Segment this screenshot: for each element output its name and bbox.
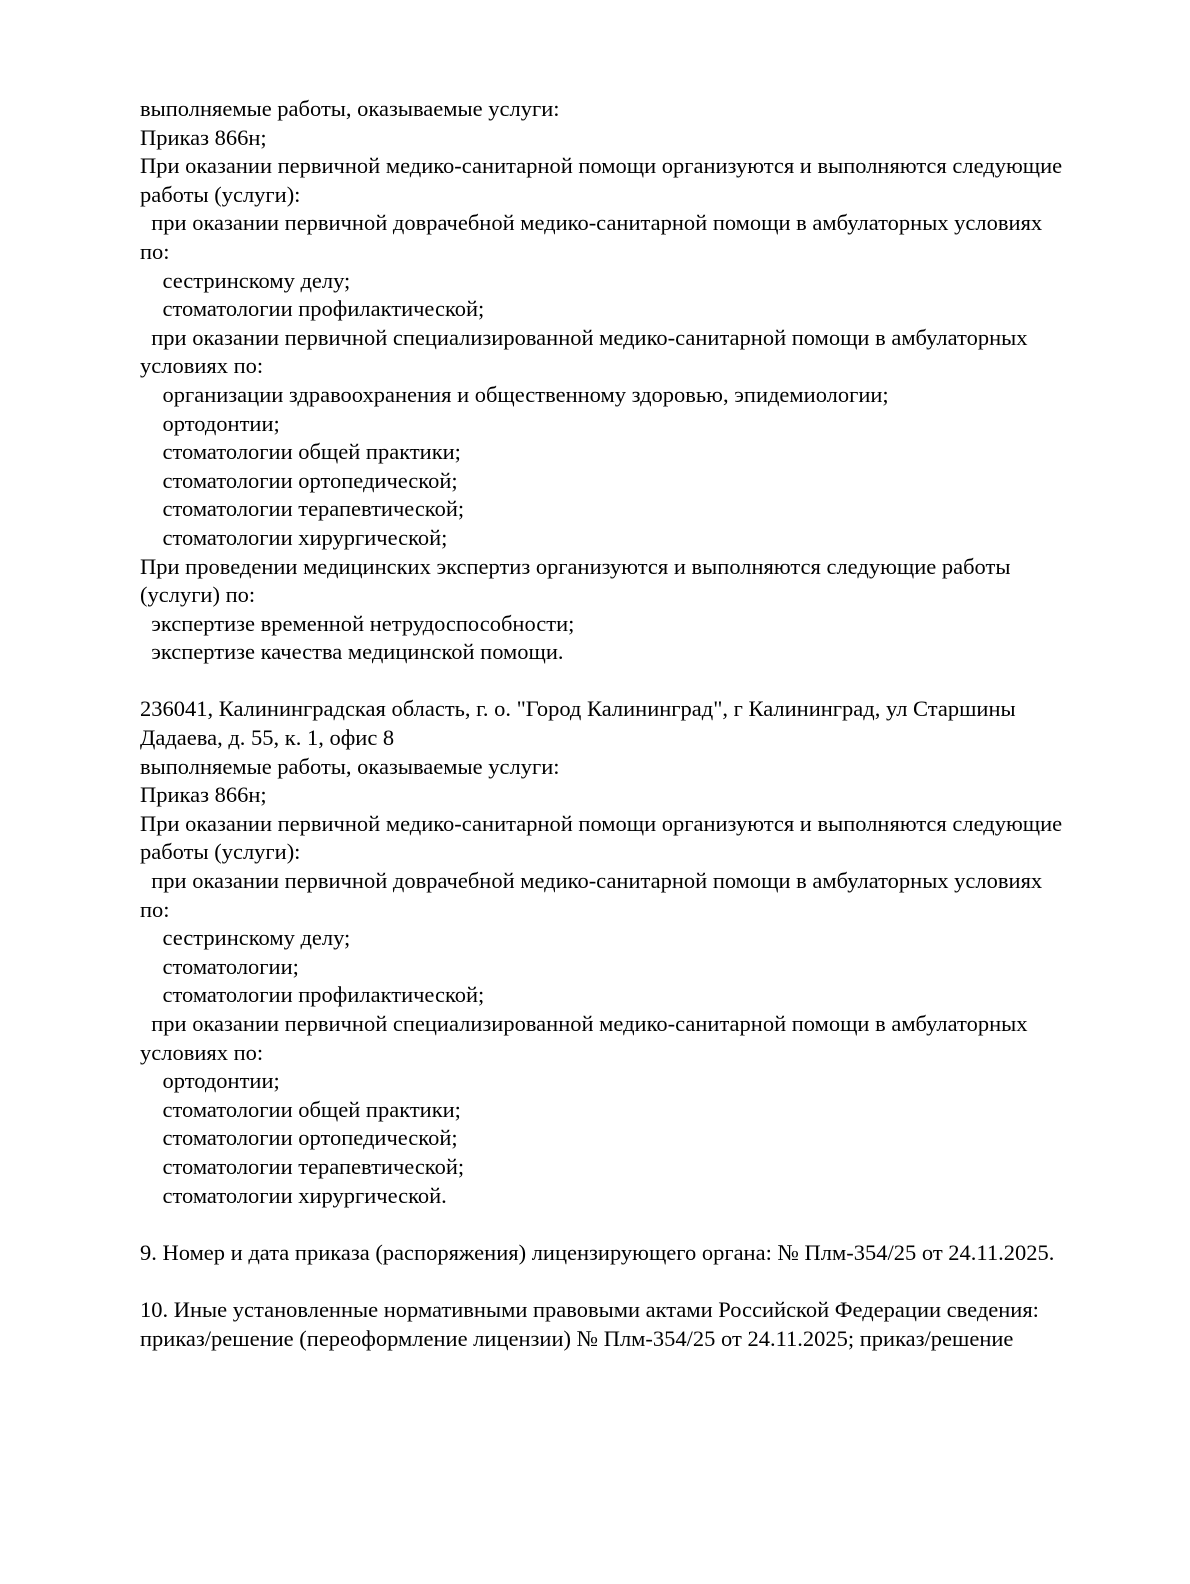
text-line: стоматологии хирургической; — [140, 524, 448, 550]
text-line: приказ/решение (переоформление лицензии) № Плм-354/25 от 24.11.2025; приказ/решение — [140, 1325, 1014, 1351]
text-line: стоматологии; — [140, 953, 299, 979]
text-line: стоматологии терапевтической; — [140, 1153, 465, 1179]
text-line: сестринскому делу; — [140, 925, 351, 951]
text-line: работы (услуги): — [140, 839, 301, 865]
text-line: При проведении медицинских экспертиз организуются и выполняются следующие работы — [140, 553, 1011, 579]
text-line: экспертизе временной нетрудоспособности; — [140, 610, 575, 636]
text-line: по: — [140, 238, 170, 264]
text-line: при оказании первичной специализированной медико-санитарной помощи в амбулаторных — [140, 324, 1028, 350]
text-line: условиях по: — [140, 1039, 264, 1065]
text-line: условиях по: — [140, 353, 264, 379]
text-line: работы (услуги): — [140, 181, 301, 207]
text-line: 9. Номер и дата приказа (распоряжения) лицензирующего органа: № Плм-354/25 от 24.11.2025. — [140, 1239, 1055, 1265]
text-line: При оказании первичной медико-санитарной помощи организуются и выполняются следующие — [140, 153, 1063, 179]
text-line: 236041, Калининградская область, г. о. "Город Калининград", г Калининград, ул Старшины — [140, 696, 1016, 722]
text-line: при оказании первичной специализированной медико-санитарной помощи в амбулаторных — [140, 1011, 1028, 1036]
text-line: организации здравоохранения и общественному здоровью, эпидемиологии; — [140, 381, 889, 407]
text-line: при оказании первичной доврачебной медико-санитарной помощи в амбулаторных условиях — [140, 868, 1043, 894]
text-line: выполняемые работы, оказываемые услуги: — [140, 96, 560, 121]
text-line: сестринскому делу; — [140, 267, 351, 293]
text-line: при оказании первичной доврачебной медико-санитарной помощи в амбулаторных условиях — [140, 210, 1043, 236]
text-line: стоматологии хирургической. — [140, 1182, 447, 1208]
text-line: экспертизе качества медицинской помощи. — [140, 639, 564, 665]
text-line: Дадаева, д. 55, к. 1, офис 8 — [140, 725, 395, 751]
text-line: стоматологии ортопедической; — [140, 467, 458, 493]
text-line: ортодонтии; — [140, 410, 280, 436]
text-line: стоматологии профилактической; — [140, 296, 485, 322]
text-line: выполняемые работы, оказываемые услуги: — [140, 753, 560, 779]
text-line: стоматологии общей практики; — [140, 439, 461, 465]
text-line: (услуги) по: — [140, 582, 256, 608]
text-line: Приказ 866н; — [140, 782, 267, 808]
text-line: по: — [140, 896, 170, 922]
text-line: При оказании первичной медико-санитарной помощи организуются и выполняются следующие — [140, 810, 1063, 836]
text-line: стоматологии терапевтической; — [140, 496, 465, 522]
text-line: стоматологии общей практики; — [140, 1096, 461, 1122]
text-line: Приказ 866н; — [140, 124, 267, 150]
text-line — [140, 1210, 1150, 1239]
text-line: ортодонтии; — [140, 1068, 280, 1094]
text-line — [140, 667, 1150, 696]
text-line — [140, 1267, 1150, 1296]
text-line: стоматологии ортопедической; — [140, 1125, 458, 1151]
text-line: стоматологии профилактической; — [140, 982, 485, 1008]
text-line: 10. Иные установленные нормативными правовыми актами Российской Федерации сведения: — [140, 1296, 1039, 1322]
